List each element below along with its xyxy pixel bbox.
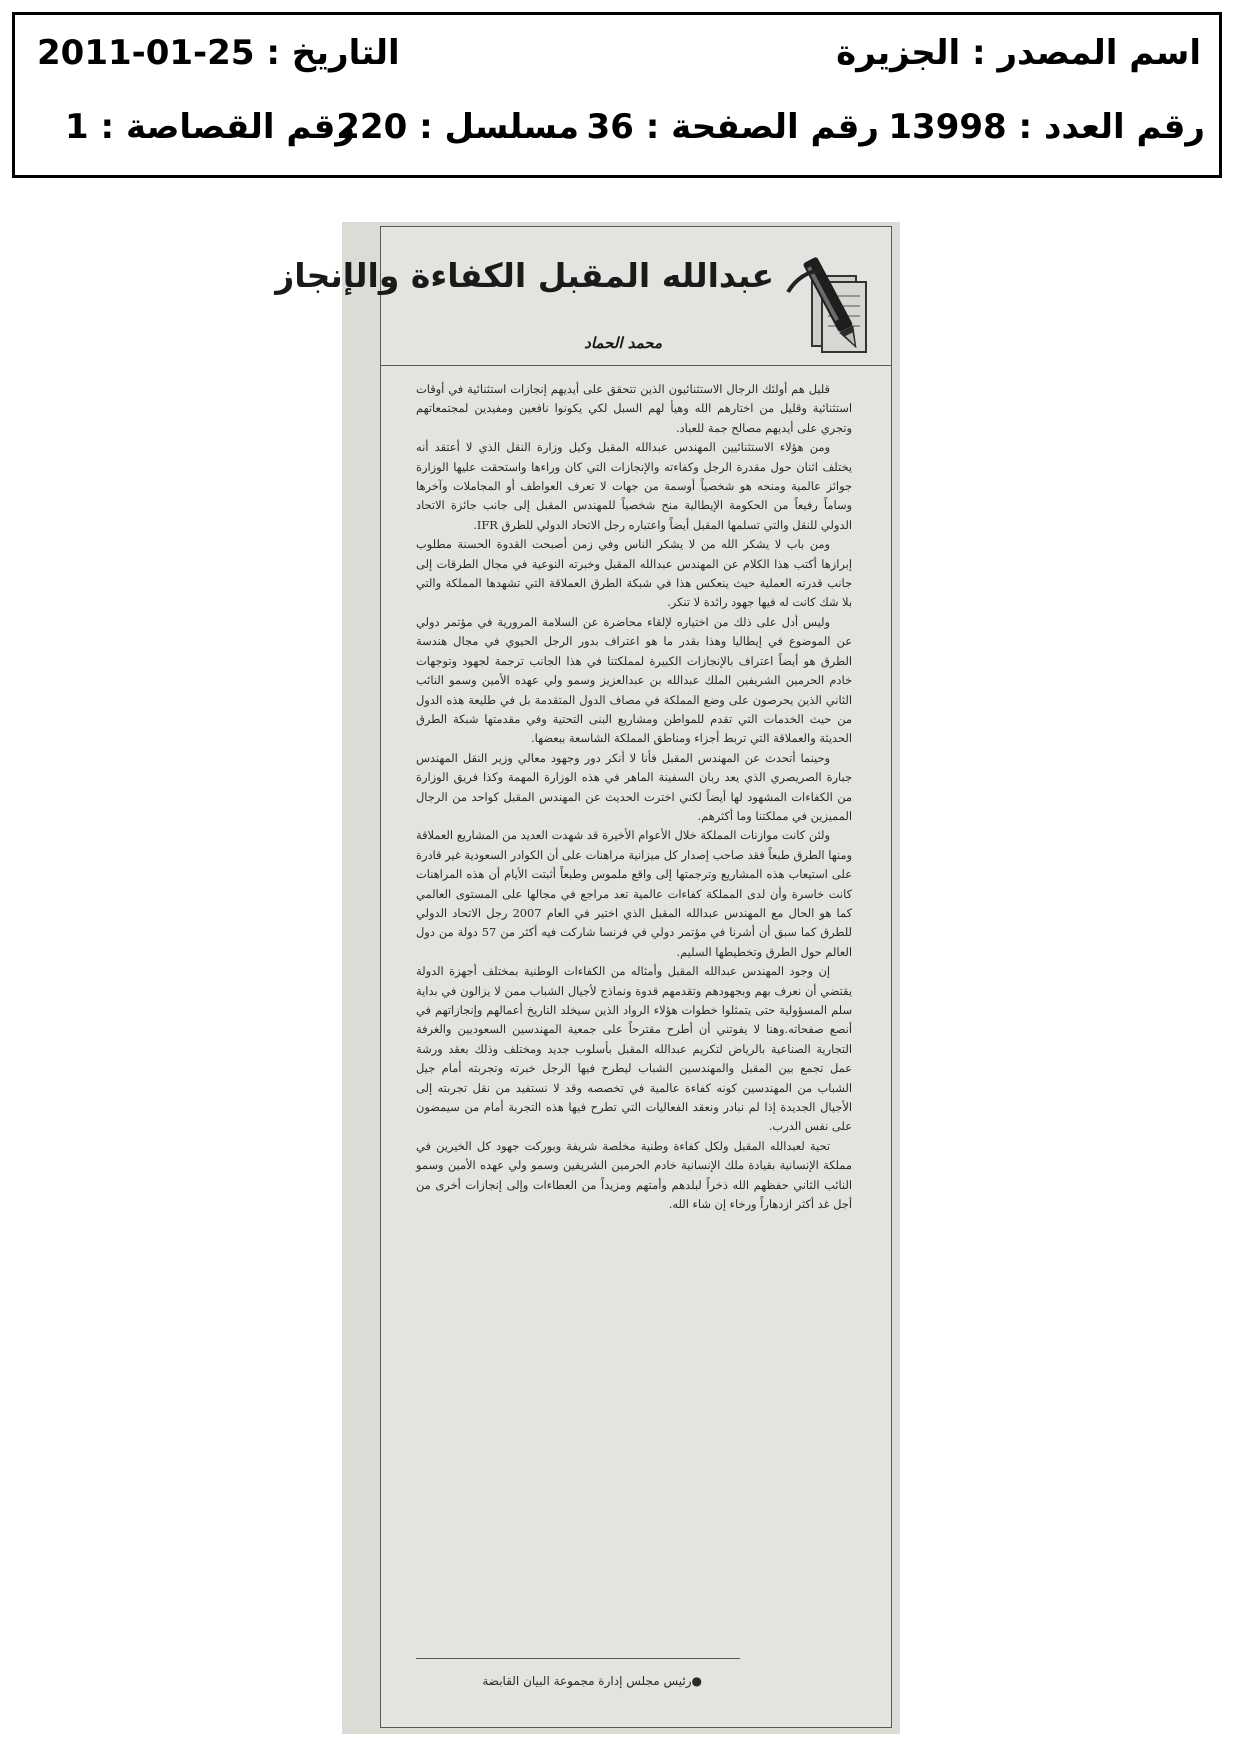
pen-icon [782, 246, 882, 364]
source-label: اسم المصدر : [972, 33, 1201, 73]
newspaper-clipping [275, 222, 900, 1734]
metadata-header [12, 12, 1222, 178]
page-field [587, 107, 879, 147]
article-paragraph: تحية لعبدالله المقبل ولكل كفاءة وطنية مخلصة شريفة وبوركت جهود كل الخيرين في مملكة الإنسانية بقيادة ملك الإنسانية خادم الحرمين الشريفين وسمو ولي عهده الأمين وسمو النائب الثاني حفظهم الله ذخراً لبلدهم وأمتهم ومزيداً من العطاءات وإلى إنجازات أخرى من أجل غد أكثر ازدهاراً ورخاء إن شاء الله. [416, 1138, 852, 1212]
article-paragraph: ومن هؤلاء الاستثنائيين المهندس عبدالله المقبل وكيل وزارة النقل الذي لا أعتقد أنه يختلف اثنان حول مقدرة الرجل وكفاءته والإنجازات التي كان وراءها واستحقت عليها الوزارة جوائز عالمية ومنحه هو شخصياً أوسمة من جهات لا تعرف العواطف أو المجاملات وآخرها وساماً رفيعاً من الحكومة الإيطالية منح شخصياً للمهندس المقبل إلى جانب جائزة الاتحاد الدولي للنقل والتي تسلمها المقبل أيضاً واعتباره رجل الاتحاد الدولي للطرق IFR. [416, 440, 852, 532]
article-paragraph: وحينما أتحدث عن المهندس المقبل فأنا لا أنكر دور وجهود معالي وزير النقل المهندس جبارة الصريصري الذي يعد ربان السفينة الماهر في هذه الوزارة المهمة وكذا فريق الوزارة من الكفاءات المشهود لها أيضاً لكني اخترت الحديث عن المهندس المقبل كواحد من الرجال المميزين في مملكتنا وما أكثرهم. [416, 750, 852, 823]
article-paragraph: إن وجود المهندس عبدالله المقبل وأمثاله من الكفاءات الوطنية بمختلف أجهزة الدولة يقتضي أن نعرف بهم وبجهودهم وتقدمهم قدوة ونماذج لأجيال الشباب ممن لا يزالون في بداية سلم المسؤولية حتى يتمثلوا خطوات هؤلاء الرواد الذين سيخلد التاريخ أعمالهم وإنجازاتهم في أنصع صفحاته.وهنا لا يفوتني أن أطرح مقترحاً على جمعية المهندسين السعوديين والغرفة التجارية الصناعية بالرياض لتكريم عبدالله المقبل بأسلوب جديد ومختلف وذلك بعقد ورشة عمل تجمع بين المقبل والمهندسين الشباب ليطرح فيها الرجل خبرته وتجربته أمام جيل الشباب من المهندسين كونه كفاءة عالمية في تخصصه وقد لا نستفيد من نقل تجربته إلى الأجيال الجديدة إذا لم نبادر ونعقد الفعاليات التي تطرح فيها هذه التجربة أمام من سيمضون على نفس الدرب. [416, 964, 852, 1134]
article-paragraph: وليس أدل على ذلك من اختياره لإلقاء محاضرة عن السلامة المرورية في مؤتمر دولي عن الموضوع في إيطاليا وهذا بقدر ما هو اعتراف بدور الرجل الحيوي في مجال هندسة الطرق هو أيضاً اعتراف بالإنجازات الكبيرة لمملكتنا في هذا الجانب ترجمة لجهود وتوجهات خادم الحرمين الشريفين الملك عبدالله بن عبدالعزيز وسمو ولي عهده الأمين وسمو النائب الثاني الذين يحرصون على وضع المملكة في مصاف الدول المتقدمة بل في طليعة هذه الدول من حيث الخدمات التي تقدم للمواطن ومشاريع البنى التحتية وفي مقدمتها شبكة الطرق الحديثة والعملاقة التي تربط أجزاء ومناطق المملكة الشاسعة ببعضها. [416, 614, 853, 746]
serial-value: 220 [336, 107, 408, 147]
date-value: 2011-01-25 [37, 33, 255, 73]
issue-field [888, 107, 1205, 147]
article-title: عبدالله المقبل الكفاءة والإنجاز [275, 256, 774, 295]
date-field [37, 33, 400, 73]
page-value: 36 [586, 107, 634, 147]
article-header [275, 226, 892, 366]
article-author: محمد الحماد [584, 334, 662, 352]
signature-divider [416, 1658, 740, 1659]
source-field [836, 33, 1201, 73]
issue-label: رقم العدد : [1018, 107, 1205, 147]
article-body [416, 380, 852, 1214]
clip-number-label: رقم القصاصة : [100, 107, 355, 147]
date-label: التاريخ : [266, 33, 400, 73]
author-signature: ●رئيس مجلس إدارة مجموعة البيان القابضة [482, 1674, 702, 1688]
metadata-row-2 [15, 107, 1219, 167]
serial-field [336, 107, 579, 147]
issue-value: 13998 [888, 107, 1007, 147]
article-paragraph: ولئن كانت موازنات المملكة خلال الأعوام الأخيرة قد شهدت العديد من المشاريع العملاقة ومنها الطرق طبعاً فقد صاحب إصدار كل ميزانية مراهنات على أن الكوادر السعودية غير قادرة على استيعاب هذه المشاريع وترجمتها إلى واقع ملموس وطبعاً أثبتت الأيام أن هذه المراهنات كانت خاسرة وأن لدى المملكة كفاءات عالمية تعد مراجع في مجالها على المستوى العالمي كما هو الحال مع المهندس عبدالله المقبل الذي اختير في العام 2007 رجل الاتحاد الدولي للطرق كما سبق أن أشرنا في مؤتمر دولي في فرنسا شاركت فيه أكثر من 57 دولة من دول العالم حول الطرق وتخطيطها السليم. [416, 828, 852, 959]
page-label: رقم الصفحة : [645, 107, 879, 147]
metadata-row-1 [15, 33, 1219, 93]
clip-number-field [65, 107, 355, 147]
source-value: الجزيرة [836, 33, 961, 73]
article-paragraph: قليل هم أولئك الرجال الاستثنائيون الذين تتحقق على أيديهم إنجازات استثنائية في أوقات استثنائية وقليل من اختارهم الله وهيأ لهم السبل لكي يكونوا نافعين ومفيدين لمجتمعاتهم وتجري على أيديهم مصالح جمة للعباد. [416, 382, 852, 435]
clip-number-value: 1 [65, 107, 89, 147]
serial-label: مسلسل : [419, 107, 579, 147]
article-paragraph: ومن باب لا يشكر الله من لا يشكر الناس وفي زمن أصبحت القدوة الحسنة مطلوب إبرازها أكتب هذا الكلام عن المهندس عبدالله المقبل وخبرته النوعية في مجال الطرقات إلى جانب قدرته العملية حيث ينعكس هذا في شبكة الطرق العملاقة التي تشهدها المملكة والتي بلا شك كانت له فيها جهود رائدة لا تنكر. [416, 537, 852, 610]
